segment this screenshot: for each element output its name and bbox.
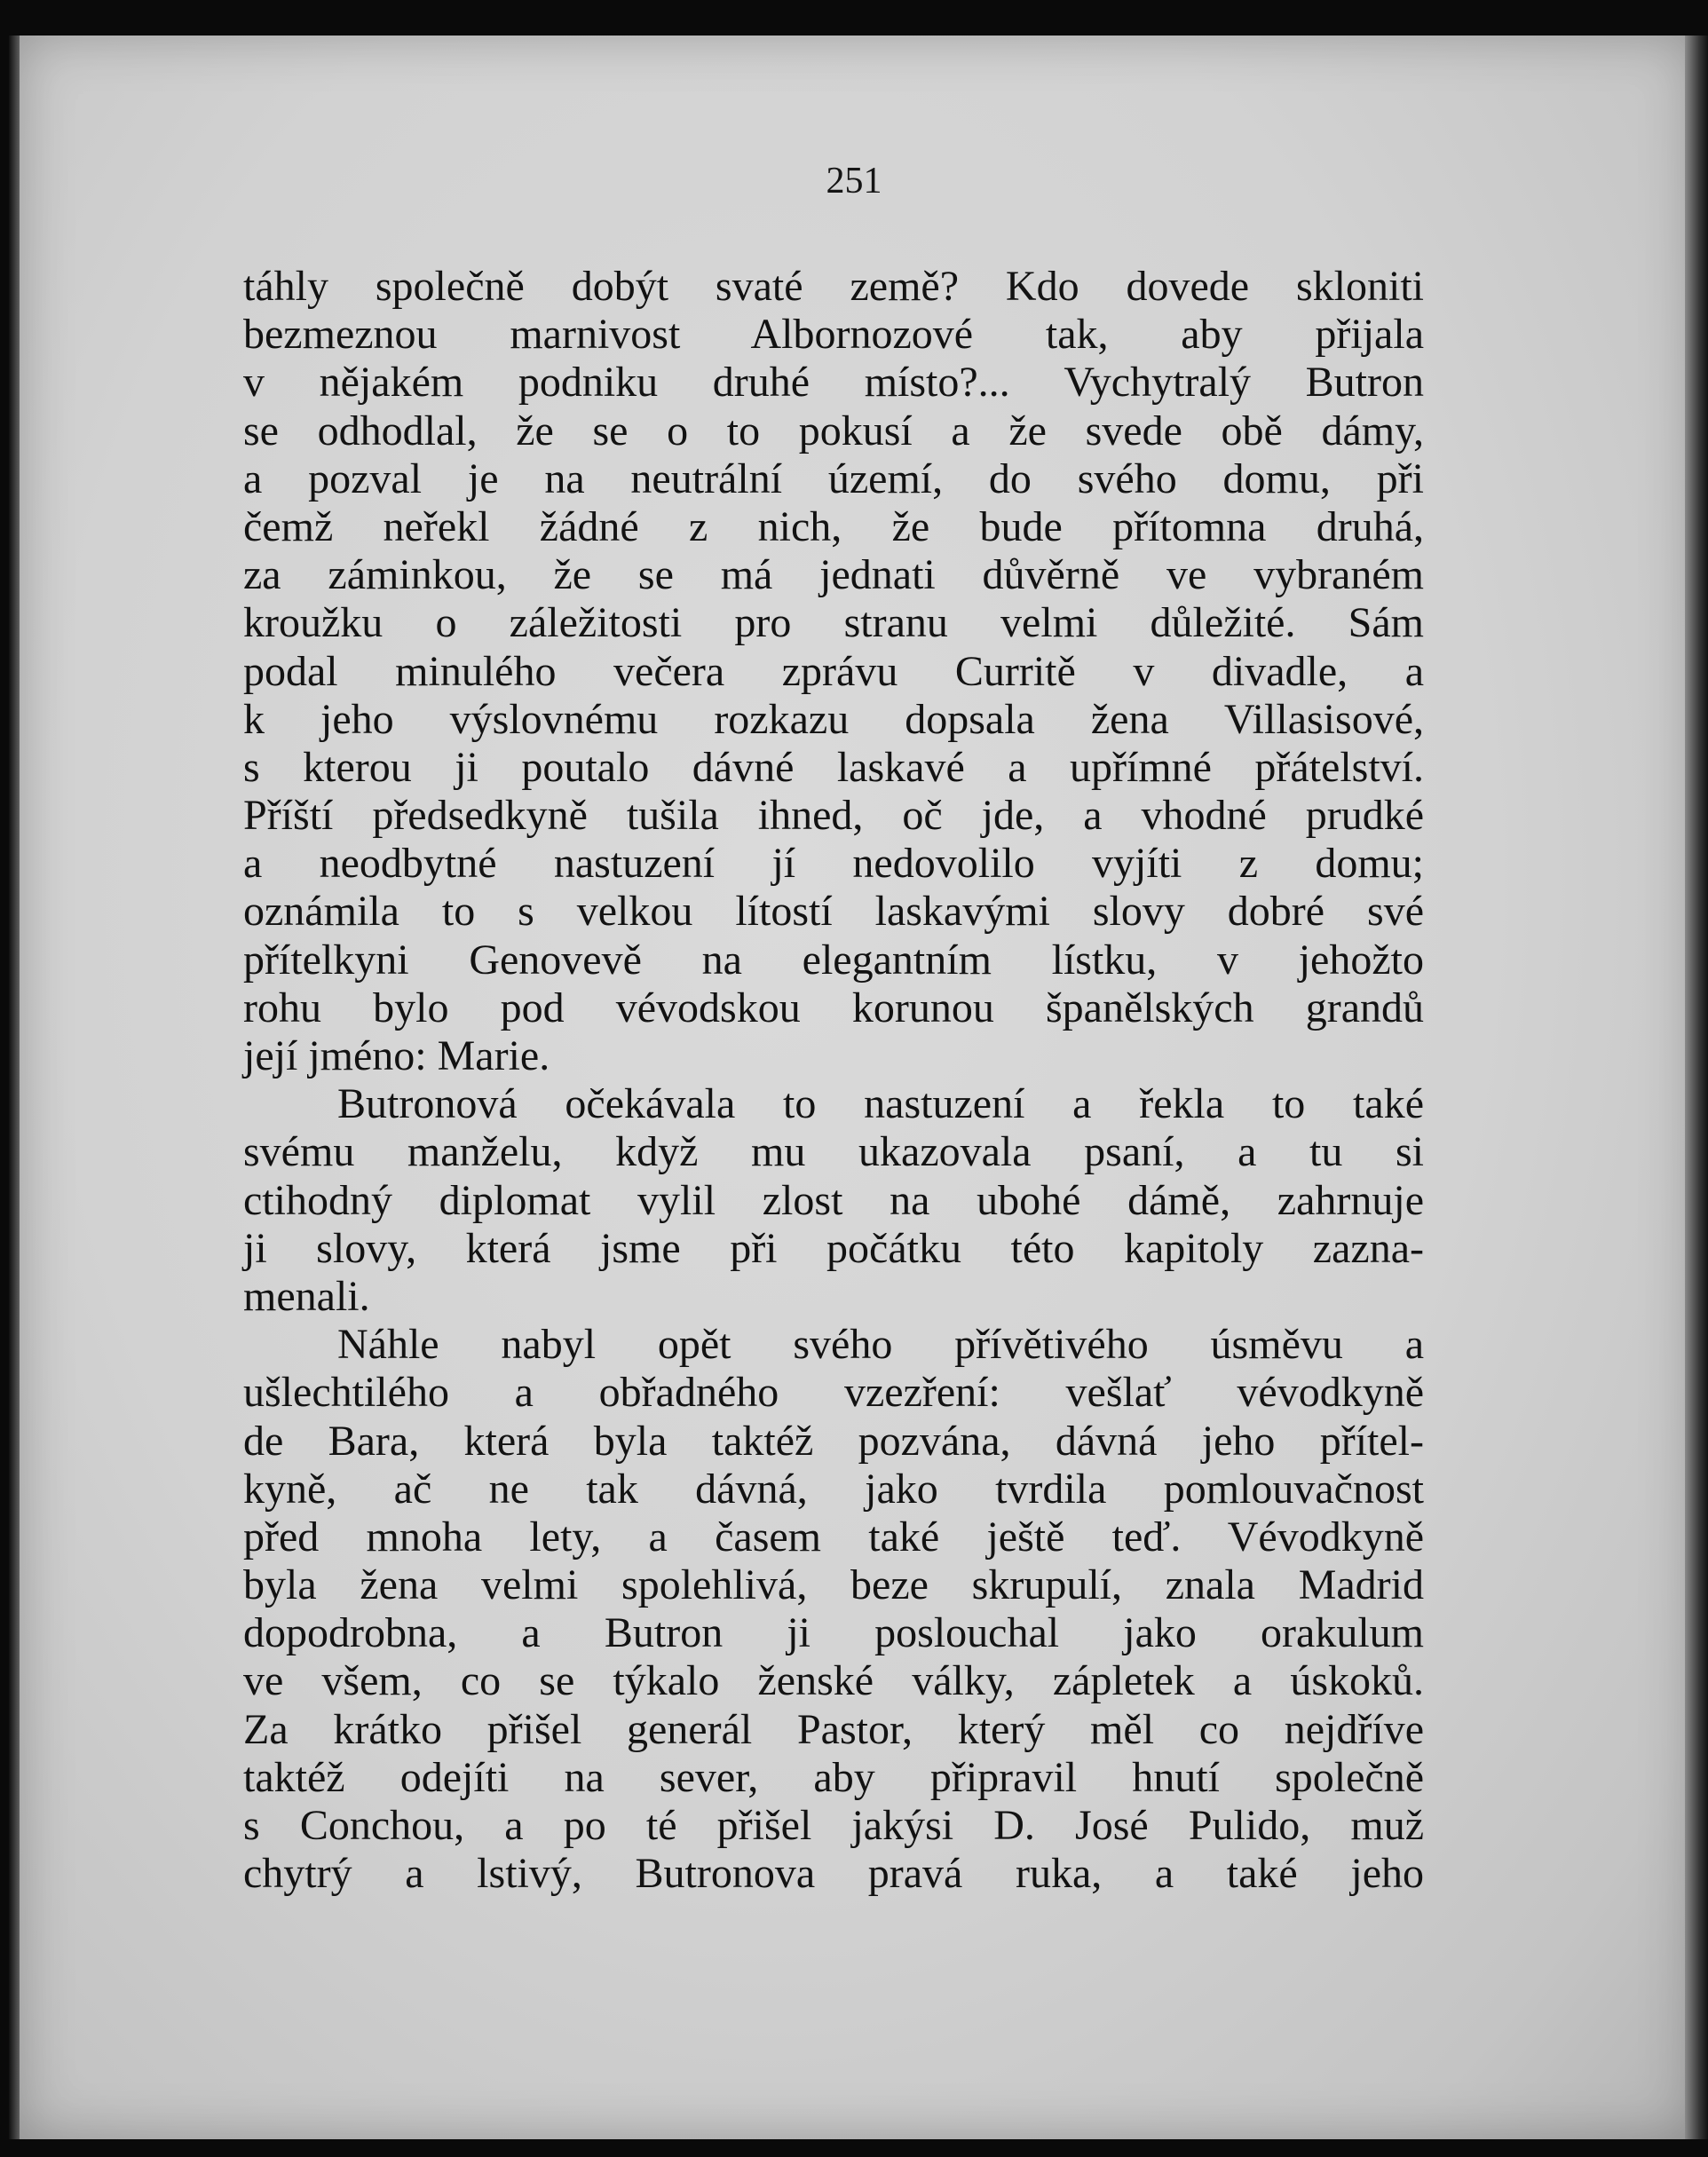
text-line: táhly společně dobýt svaté země? Kdo dovede skloniti — [243, 263, 1424, 310]
text-line: se odhodlal, že se o to pokusí a že svede obě dámy, — [243, 407, 1424, 454]
page-number: 251 — [826, 161, 882, 201]
body-text — [243, 263, 1424, 1898]
text-line: podal minulého večera zprávu Curritě v divadle, a — [243, 647, 1424, 695]
text-line: za záminkou, že se má jednati důvěrně ve vybraném — [243, 551, 1424, 599]
text-line: přítelkyni Genovevě na elegantním lístku, v jehožto — [243, 936, 1424, 984]
text-line: Příští předsedkyně tušila ihned, oč jde, a vhodné prudké — [243, 792, 1424, 840]
text-line: její jméno: Marie. — [243, 1032, 550, 1079]
text-line: Náhle nabyl opět svého přívětivého úsměvu a — [337, 1321, 1424, 1369]
text-line: Butronová očekávala to nastuzení a řekla to také — [337, 1080, 1424, 1128]
text-line: rohu bylo pod vévodskou korunou španělských grandů — [243, 984, 1424, 1031]
text-line: Za krátko přišel generál Pastor, který měl co nejdříve — [243, 1705, 1424, 1753]
text-line: kroužku o záležitosti pro stranu velmi důležité. Sám — [243, 599, 1424, 647]
text-line: a neodbytné nastuzení jí nedovolilo vyjíti z domu; — [243, 840, 1424, 888]
text-line: menali. — [243, 1272, 370, 1320]
text-line: ji slovy, která jsme při počátku této kapitoly zazna- — [243, 1224, 1424, 1272]
text-line: de Bara, která byla taktéž pozvána, dávná jeho přítel- — [243, 1417, 1424, 1465]
text-line: ušlechtilého a obřadného vzezření: vešlať vévodkyně — [243, 1369, 1424, 1417]
text-line: k jeho výslovnému rozkazu dopsala žena Villasisové, — [243, 695, 1424, 743]
text-line: svému manželu, když mu ukazovala psaní, a tu si — [243, 1128, 1424, 1176]
text-line: dopodrobna, a Butron ji poslouchal jako orakulum — [243, 1609, 1424, 1657]
text-line: s kterou ji poutalo dávné laskavé a upřímné přátelství. — [243, 743, 1424, 791]
text-line: byla žena velmi spolehlivá, beze skrupulí, znala Madrid — [243, 1561, 1424, 1609]
text-line: s Conchou, a po té přišel jakýsi D. José Pulido, muž — [243, 1802, 1424, 1849]
text-line: v nějakém podniku druhé místo?... Vychytralý Butron — [243, 359, 1424, 407]
text-line: ctihodný diplomat vylil zlost na ubohé dámě, zahrnuje — [243, 1176, 1424, 1224]
text-line: čemž neřekl žádné z nich, že bude přítomna druhá, — [243, 502, 1424, 550]
text-line: oznámila to s velkou lítostí laskavými slovy dobré své — [243, 888, 1424, 936]
text-line: a pozval je na neutrální území, do svého domu, při — [243, 454, 1424, 502]
text-line: taktéž odejíti na sever, aby připravil hnutí společně — [243, 1753, 1424, 1801]
text-line: ve všem, co se týkalo ženské války, zápletek a úskoků. — [243, 1657, 1424, 1705]
page-right-edge — [1685, 36, 1708, 2139]
text-line: bezmeznou marnivost Albornozové tak, aby přijala — [243, 311, 1424, 359]
text-line: kyně, ač ne tak dávná, jako tvrdila pomlouvačnost — [243, 1465, 1424, 1513]
text-line: před mnoha lety, a časem také ještě teď. Vévodkyně — [243, 1513, 1424, 1560]
text-line: chytrý a lstivý, Butronova pravá ruka, a také jeho — [243, 1850, 1424, 1898]
